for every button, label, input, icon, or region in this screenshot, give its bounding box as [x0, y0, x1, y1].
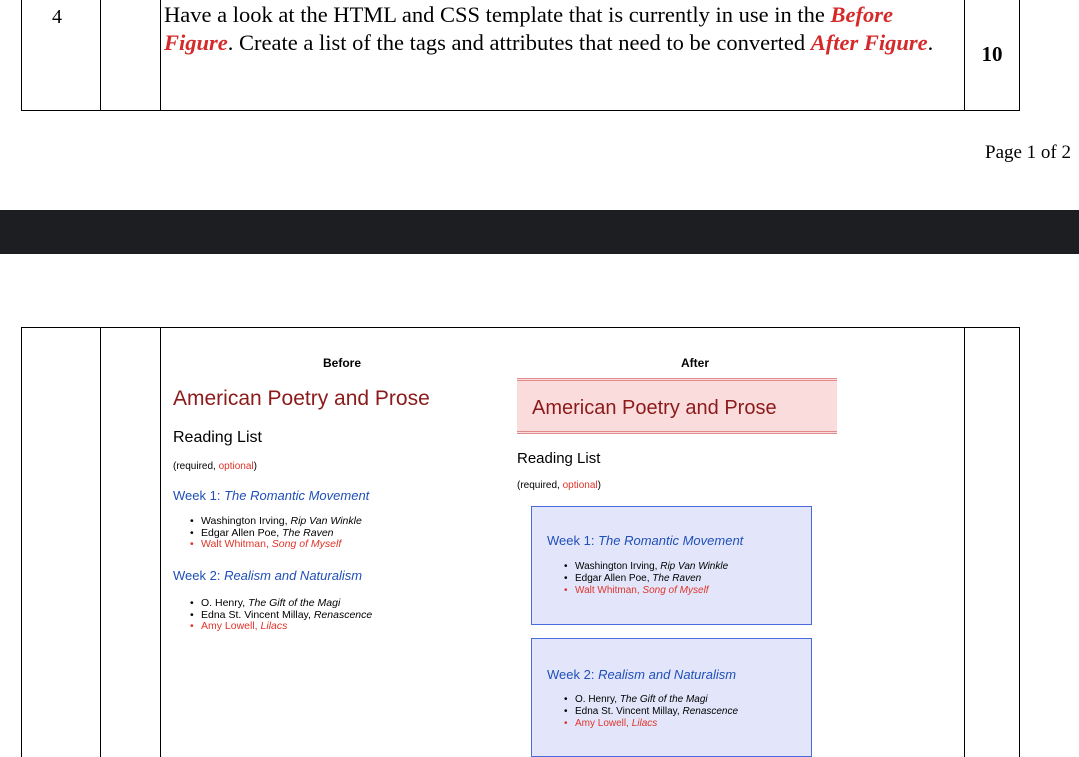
before-required-note: (required, optional)	[173, 461, 257, 472]
table-border	[160, 0, 161, 111]
question-marks: 10	[981, 42, 1003, 66]
table-border	[964, 327, 965, 757]
list-item: • Amy Lowell, Lilacs	[189, 621, 372, 633]
before-week-1-list	[189, 516, 362, 551]
after-required-note: (required, optional)	[517, 480, 601, 491]
question-text: Have a look at the HTML and CSS template that is currently in use in the Before Figure. Create a list of the tags and attributes that need to be converted After Figure.	[164, 2, 934, 55]
after-title: American Poetry and Prose	[532, 397, 777, 419]
after-week-1-box	[531, 506, 812, 625]
page-indicator: Page 1 of 2	[985, 142, 1072, 163]
list-item: • Edgar Allen Poe, The Raven	[563, 573, 728, 585]
after-week-1-heading: Week 1: The Romantic Movement	[547, 533, 744, 548]
before-subtitle: Reading List	[173, 429, 262, 446]
table-border	[160, 327, 161, 757]
question-number: 4	[52, 6, 62, 28]
after-week-2-list	[563, 694, 738, 730]
table-border	[964, 0, 965, 111]
before-label: Before	[322, 356, 361, 370]
list-item: • Washington Irving, Rip Van Winkle	[189, 516, 362, 528]
after-week-2-box	[531, 638, 812, 757]
before-week-2-heading: Week 2: Realism and Naturalism	[173, 568, 363, 583]
after-week-2-heading: Week 2: Realism and Naturalism	[547, 667, 737, 682]
list-item: • Edgar Allen Poe, The Raven	[189, 528, 362, 540]
list-item: • Walt Whitman, Song of Myself	[563, 585, 728, 597]
table-border	[100, 0, 101, 111]
table-border	[100, 327, 101, 757]
before-week-2-list	[189, 598, 372, 633]
list-item: • O. Henry, The Gift of the Magi	[189, 598, 372, 610]
table-border	[21, 327, 1020, 328]
list-item: • Edna St. Vincent Millay, Renascence	[189, 610, 372, 622]
page-separator-bar	[0, 210, 1079, 254]
after-week-1-list	[563, 561, 728, 597]
before-title: American Poetry and Prose	[173, 387, 430, 410]
table-border	[1019, 327, 1020, 757]
list-item: • O. Henry, The Gift of the Magi	[563, 694, 738, 706]
after-label: After	[680, 356, 709, 370]
list-item: • Amy Lowell, Lilacs	[563, 718, 738, 730]
table-border	[21, 0, 22, 111]
table-border	[21, 110, 1020, 111]
before-week-1-heading: Week 1: The Romantic Movement	[173, 488, 370, 503]
list-item: • Washington Irving, Rip Van Winkle	[563, 561, 728, 573]
before-figure-ref: Before Figure	[164, 2, 894, 55]
table-border	[1019, 0, 1020, 111]
list-item: • Edna St. Vincent Millay, Renascence	[563, 706, 738, 718]
table-border	[21, 327, 22, 757]
list-item: • Walt Whitman, Song of Myself	[189, 539, 362, 551]
after-figure-ref: After Figure	[810, 30, 928, 55]
after-title-banner	[517, 378, 837, 434]
after-subtitle: Reading List	[517, 450, 601, 467]
